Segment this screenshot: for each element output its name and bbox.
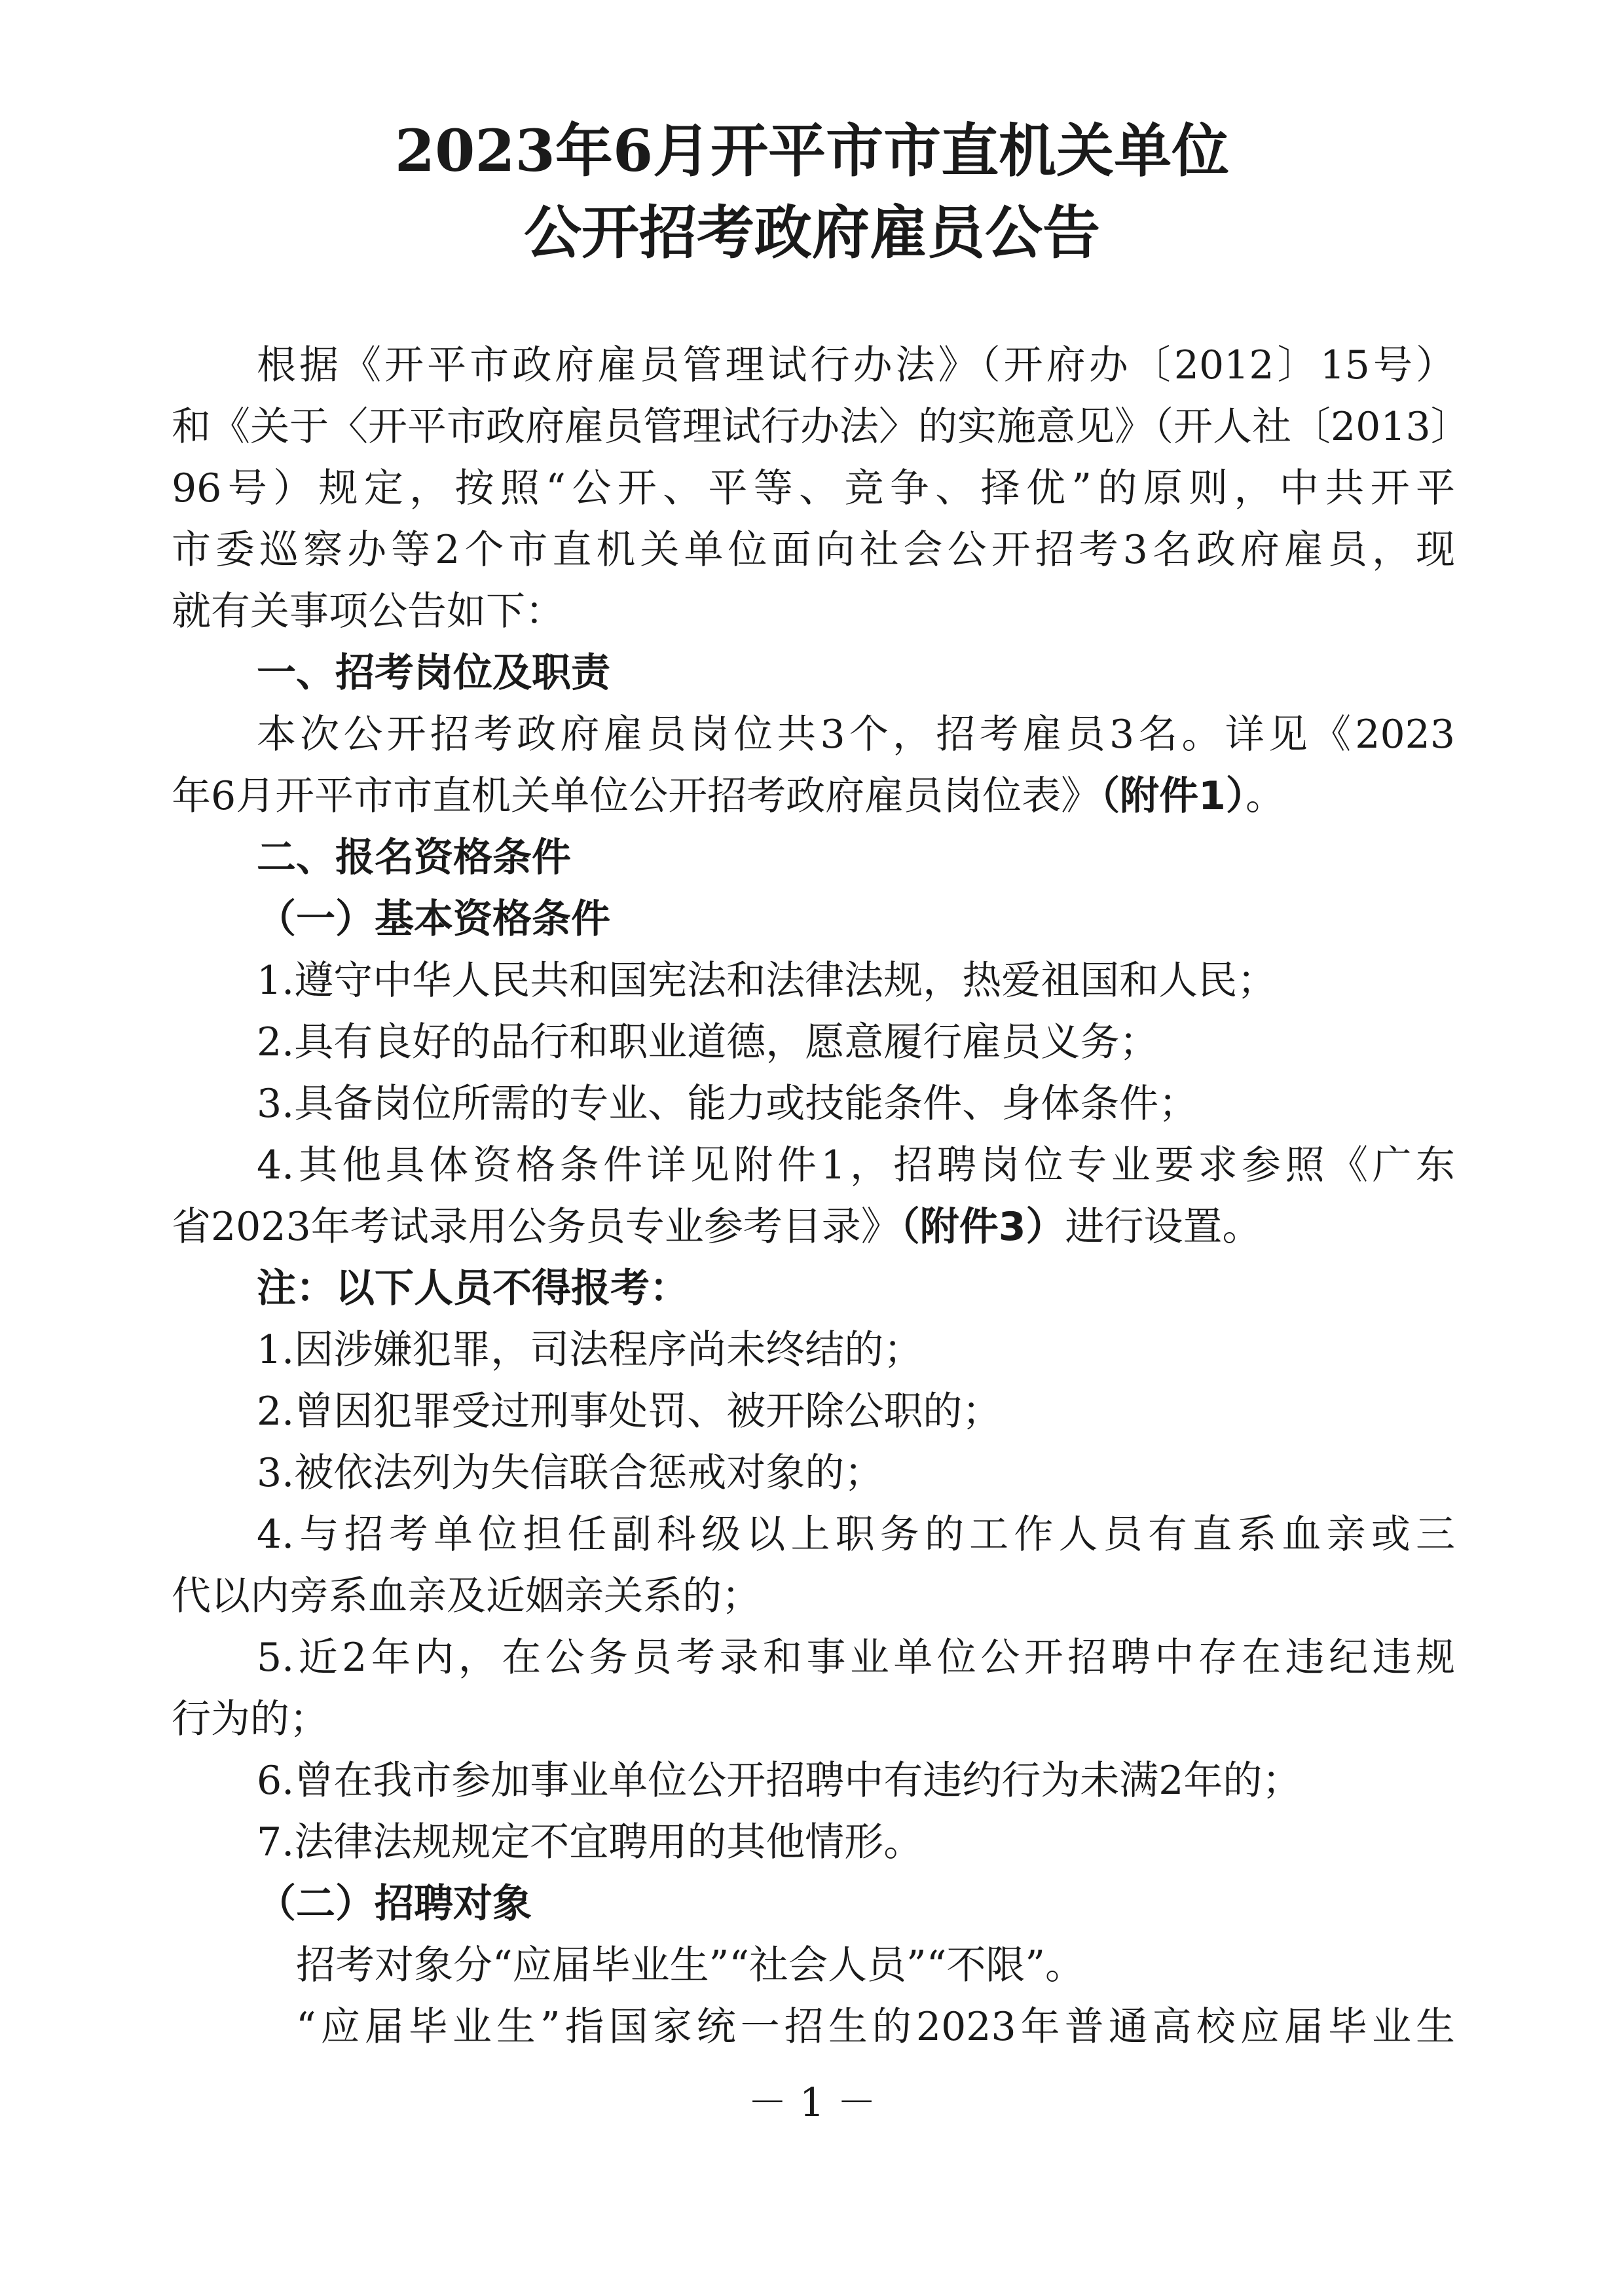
condition-4-line-1: 4.其他具体资格条件详见附件1，招聘岗位专业要求参照《广东: [257, 1142, 1455, 1188]
exclusion-5-line-1: 5.近2年内，在公务员考录和事业单位公开招聘中存在违纪违规: [257, 1635, 1455, 1681]
document-title-line1: 2023年6月开平市市直机关单位: [394, 117, 1230, 185]
exclusion-4-line-2: 代以内旁系血亲及近姻亲关系的；: [172, 1573, 761, 1619]
exclusion-1: 1.因涉嫌犯罪，司法程序尚未终结的；: [257, 1327, 923, 1373]
condition-4-line-2: 省2023年考试录用公务员专业参考目录》（附件3）进行设置。: [172, 1204, 1262, 1250]
subsection-heading-basic: （一）基本资格条件: [257, 896, 610, 942]
page-number: － 1 －: [747, 2080, 877, 2126]
attachment-3-ref: （附件3）: [900, 1204, 1065, 1250]
condition-3: 3.具备岗位所需的专业、能力或技能条件、身体条件；: [257, 1081, 1198, 1127]
subsection-heading-target: （二）招聘对象: [257, 1881, 532, 1927]
section1-line-1: 本次公开招考政府雇员岗位共3个，招考雇员3名。详见《2023: [257, 712, 1455, 757]
target-line-2: “应届毕业生”指国家统一招生的2023年普通高校应届毕业生: [296, 2004, 1455, 2050]
section1-line-2: 年6月开平市市直机关单位公开招考政府雇员岗位表》（附件1）。: [172, 773, 1285, 819]
exclusion-5-line-2: 行为的；: [172, 1696, 329, 1742]
target-line-1: 招考对象分“应届毕业生”“社会人员”“不限”。: [296, 1942, 1085, 1988]
exclusion-4-line-1: 4.与招考单位担任副科级以上职务的工作人员有直系血亲或三: [257, 1512, 1455, 1558]
exclusion-2: 2.曾因犯罪受过刑事处罚、被开除公职的；: [257, 1389, 1002, 1434]
exclusion-6: 6.曾在我市参加事业单位公开招聘中有违约行为未满2年的；: [257, 1758, 1302, 1804]
intro-line-5: 就有关事项公告如下：: [172, 589, 564, 634]
exclusion-note-heading: 注：以下人员不得报考：: [257, 1266, 689, 1311]
attachment-1-ref: （附件1）: [1100, 773, 1246, 819]
intro-line-2: 和《关于〈开平市政府雇员管理试行办法〉的实施意见》（开人社〔2013〕: [172, 404, 1470, 450]
exclusion-7: 7.法律法规规定不宜聘用的其他情形。: [257, 1819, 923, 1865]
intro-line-1: 根据《开平市政府雇员管理试行办法》（开府办〔2012〕15号）: [257, 342, 1455, 388]
section-heading-2: 二、报名资格条件: [257, 835, 571, 881]
intro-line-4: 市委巡察办等2个市直机关单位面向社会公开招考3名政府雇员，现: [172, 527, 1455, 573]
condition-2: 2.具有良好的品行和职业道德，愿意履行雇员义务；: [257, 1019, 1159, 1065]
exclusion-3: 3.被依法列为失信联合惩戒对象的；: [257, 1450, 884, 1496]
document-title-line2: 公开招考政府雇员公告: [523, 198, 1100, 266]
section-heading-1: 一、招考岗位及职责: [257, 650, 610, 696]
condition-1: 1.遵守中华人民共和国宪法和法律法规，热爱祖国和人民；: [257, 958, 1277, 1004]
intro-line-3: 96号）规定，按照“公开、平等、竞争、择优”的原则，中共开平: [172, 465, 1455, 511]
